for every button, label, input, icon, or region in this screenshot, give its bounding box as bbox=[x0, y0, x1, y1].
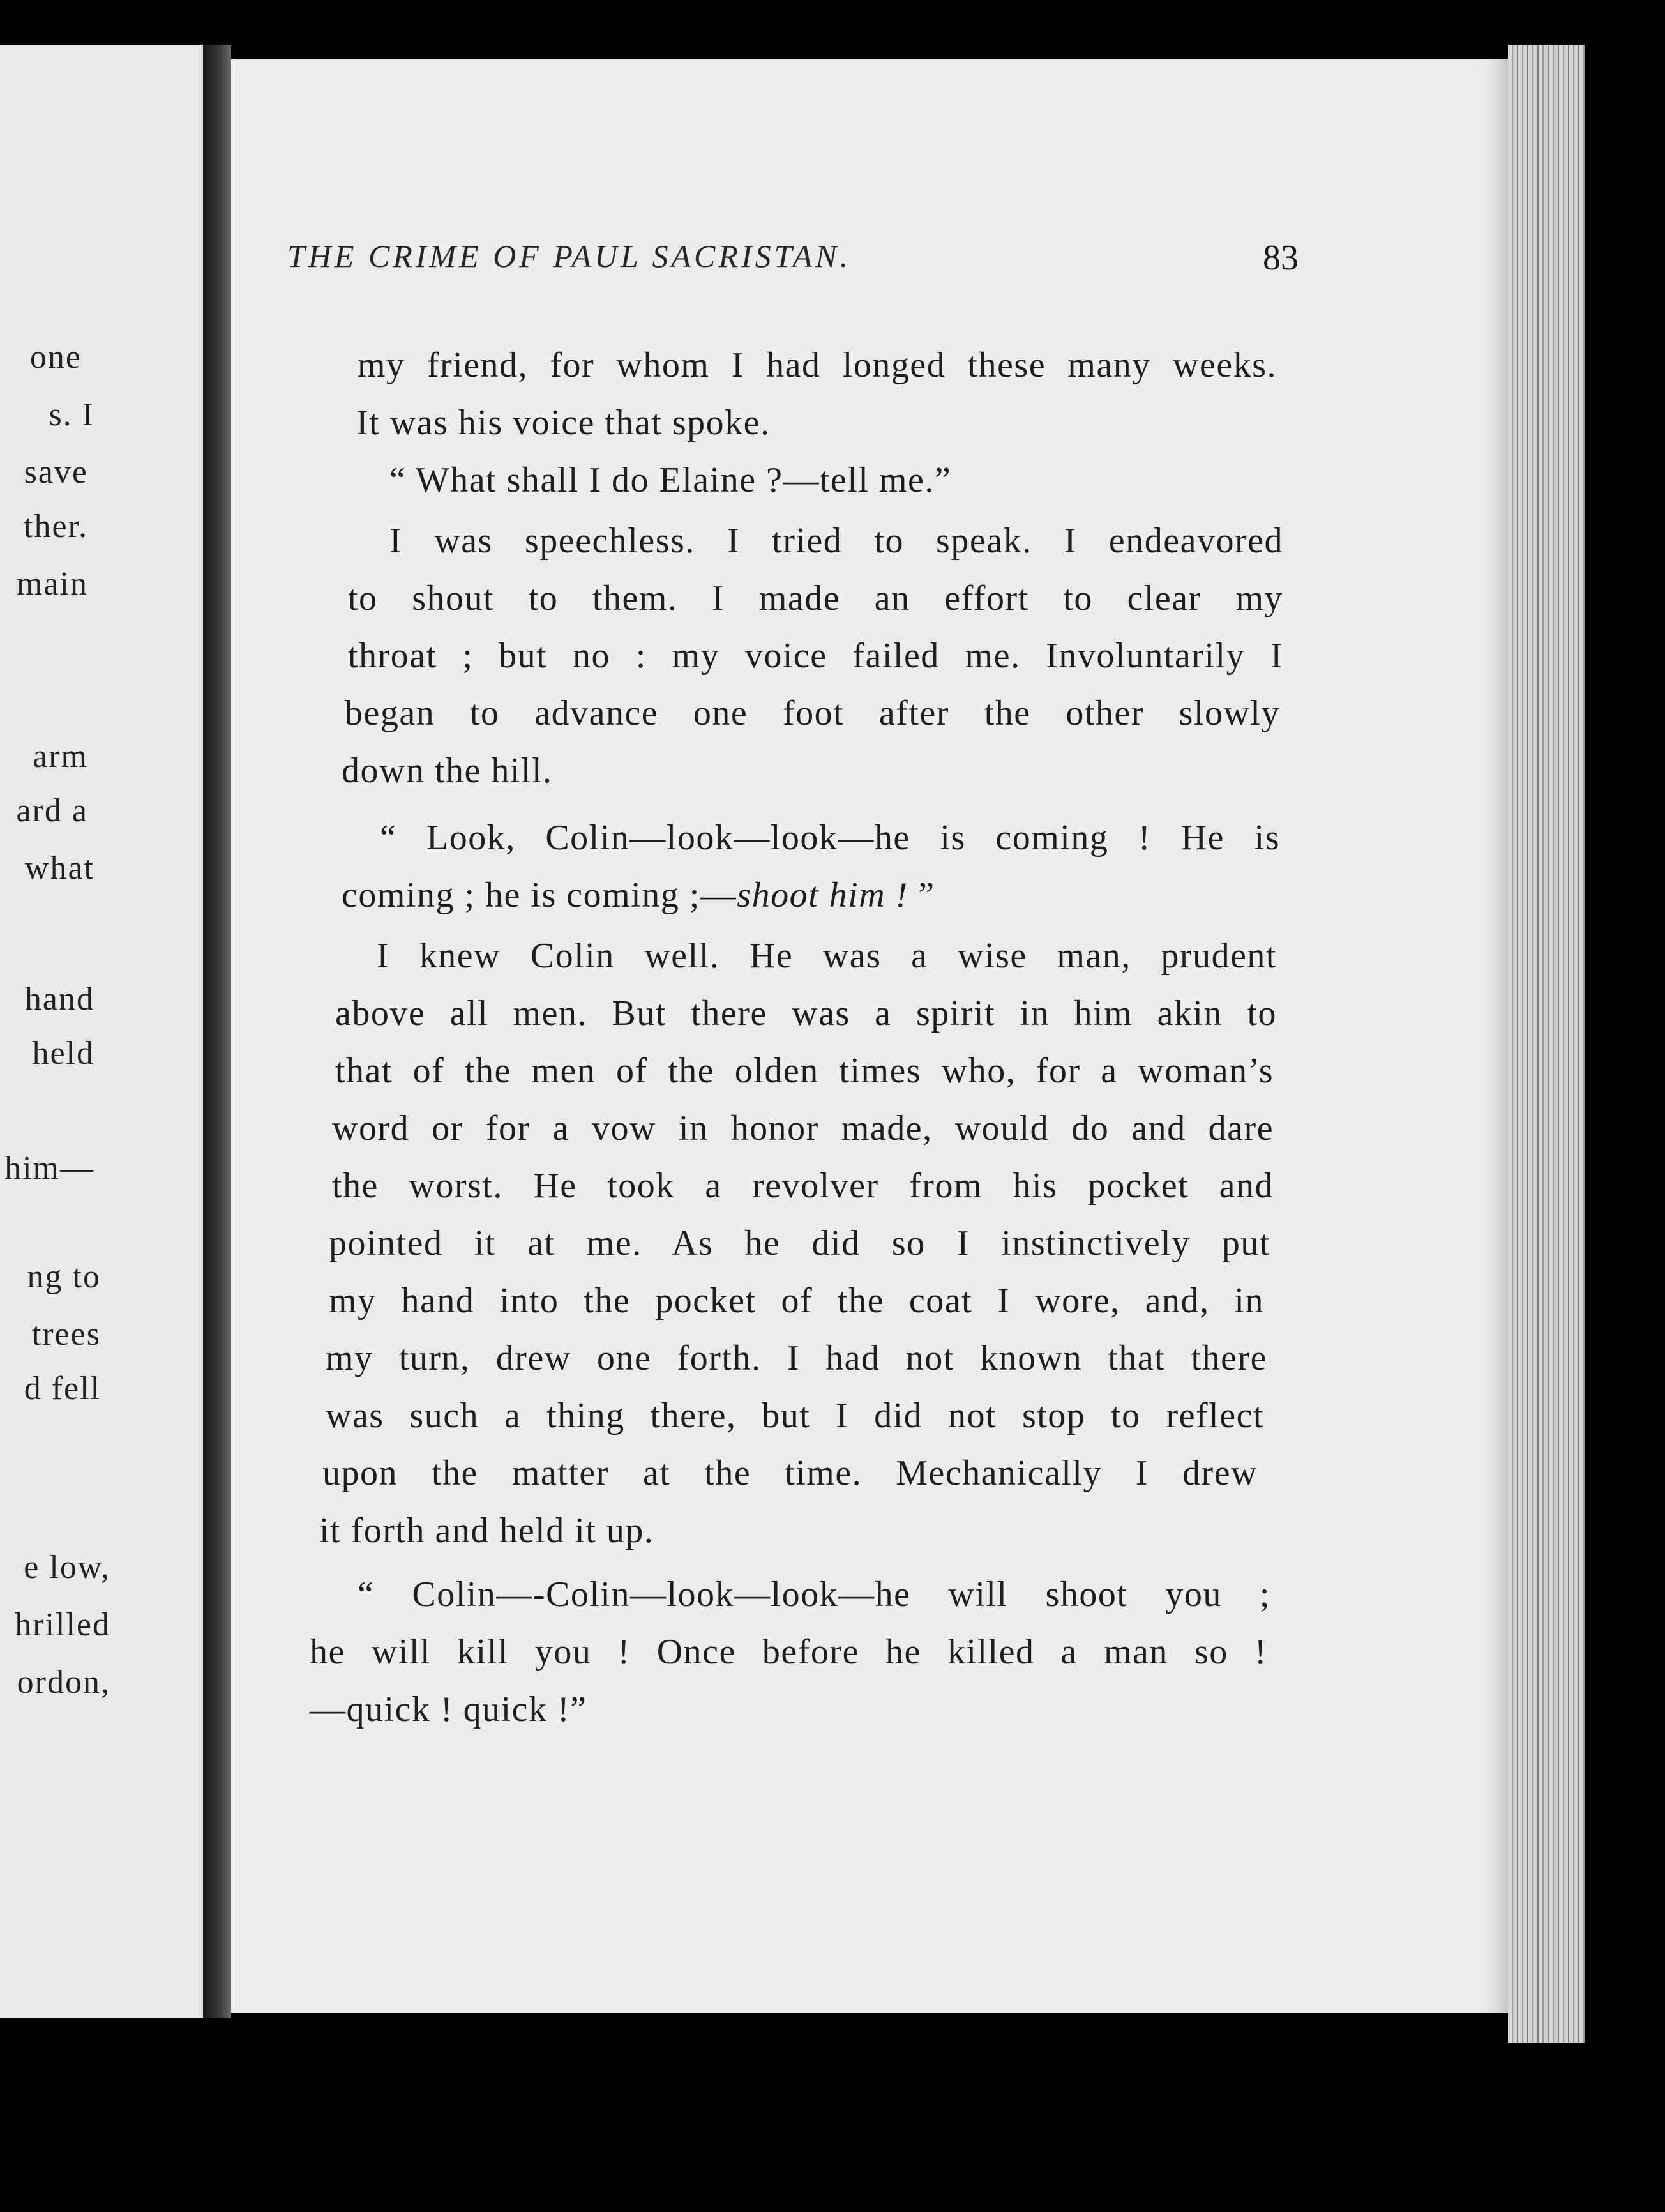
page-number: 83 bbox=[1263, 238, 1299, 278]
left-line: hand bbox=[24, 981, 94, 1017]
text-line: word or for a vow in honor made, would do and dare bbox=[332, 1109, 1274, 1148]
left-line: one bbox=[29, 339, 82, 375]
left-line: main bbox=[17, 566, 88, 602]
left-line: what bbox=[24, 850, 94, 886]
previous-page-fragment bbox=[0, 45, 203, 2018]
text-line: pointed it at me. As he did so I instinctively put bbox=[329, 1223, 1270, 1263]
left-line: d fell bbox=[24, 1370, 101, 1407]
left-line: held bbox=[32, 1035, 94, 1072]
left-line: hrilled bbox=[15, 1607, 110, 1643]
text-line: down the hill. bbox=[342, 751, 553, 791]
text-line: he will kill you ! Once before he killed a man so ! bbox=[310, 1632, 1267, 1672]
left-line: ther. bbox=[24, 508, 88, 545]
text-line: “ Look, Colin—look—look—he is coming ! He is bbox=[380, 818, 1280, 858]
text-line: throat ; but no : my voice failed me. Involuntarily I bbox=[348, 636, 1283, 676]
left-line: ard a bbox=[16, 792, 88, 829]
text-line bbox=[342, 875, 1277, 916]
book-spine-shadow bbox=[203, 45, 231, 2018]
text-line: was such a thing there, but I did not stop to reflect bbox=[326, 1396, 1264, 1436]
text-line: began to advance one foot after the other slowly bbox=[345, 693, 1280, 733]
left-line: s. I bbox=[49, 397, 94, 433]
left-line: him— bbox=[4, 1150, 94, 1186]
text-line: “ Colin—-Colin—look—look—he will shoot you ; bbox=[358, 1575, 1270, 1614]
text-line: above all men. But there was a spirit in him akin to bbox=[335, 994, 1277, 1033]
running-head: THE CRIME OF PAUL SACRISTAN. bbox=[287, 238, 852, 274]
left-line: trees bbox=[31, 1316, 101, 1352]
text-line: I was speechless. I tried to speak. I endeavored bbox=[389, 521, 1283, 561]
left-line: save bbox=[24, 454, 88, 490]
closing-quote: ” bbox=[908, 875, 935, 915]
italic-emphasis: shoot him ! bbox=[737, 875, 908, 915]
text-line: upon the matter at the time. Mechanically I drew bbox=[322, 1453, 1258, 1493]
text-line: my friend, for whom I had longed these many weeks. bbox=[358, 345, 1277, 385]
left-line: arm bbox=[33, 738, 88, 775]
text-line: “ What shall I do Elaine ?—tell me.” bbox=[389, 460, 952, 500]
line-text: coming ; he is coming ;— bbox=[342, 875, 737, 915]
text-line: my turn, drew one forth. I had not known that there bbox=[326, 1338, 1267, 1378]
page-body-text bbox=[310, 345, 1290, 1814]
text-line: to shout to them. I made an effort to clear my bbox=[348, 579, 1283, 618]
left-line: ng to bbox=[27, 1259, 101, 1295]
left-line: e low, bbox=[24, 1549, 110, 1586]
text-line: I knew Colin well. He was a wise man, prudent bbox=[377, 936, 1277, 976]
text-line: that of the men of the olden times who, for a woman’s bbox=[335, 1051, 1274, 1091]
text-line: the worst. He took a revolver from his pocket and bbox=[332, 1166, 1274, 1206]
text-line: it forth and held it up. bbox=[319, 1511, 654, 1550]
text-line: my hand into the pocket of the coat I wore, and, in bbox=[329, 1281, 1264, 1321]
left-line: ordon, bbox=[17, 1664, 110, 1701]
text-line: —quick ! quick !” bbox=[310, 1690, 587, 1729]
page-edges bbox=[1508, 45, 1585, 2043]
text-line: It was his voice that spoke. bbox=[356, 403, 771, 443]
